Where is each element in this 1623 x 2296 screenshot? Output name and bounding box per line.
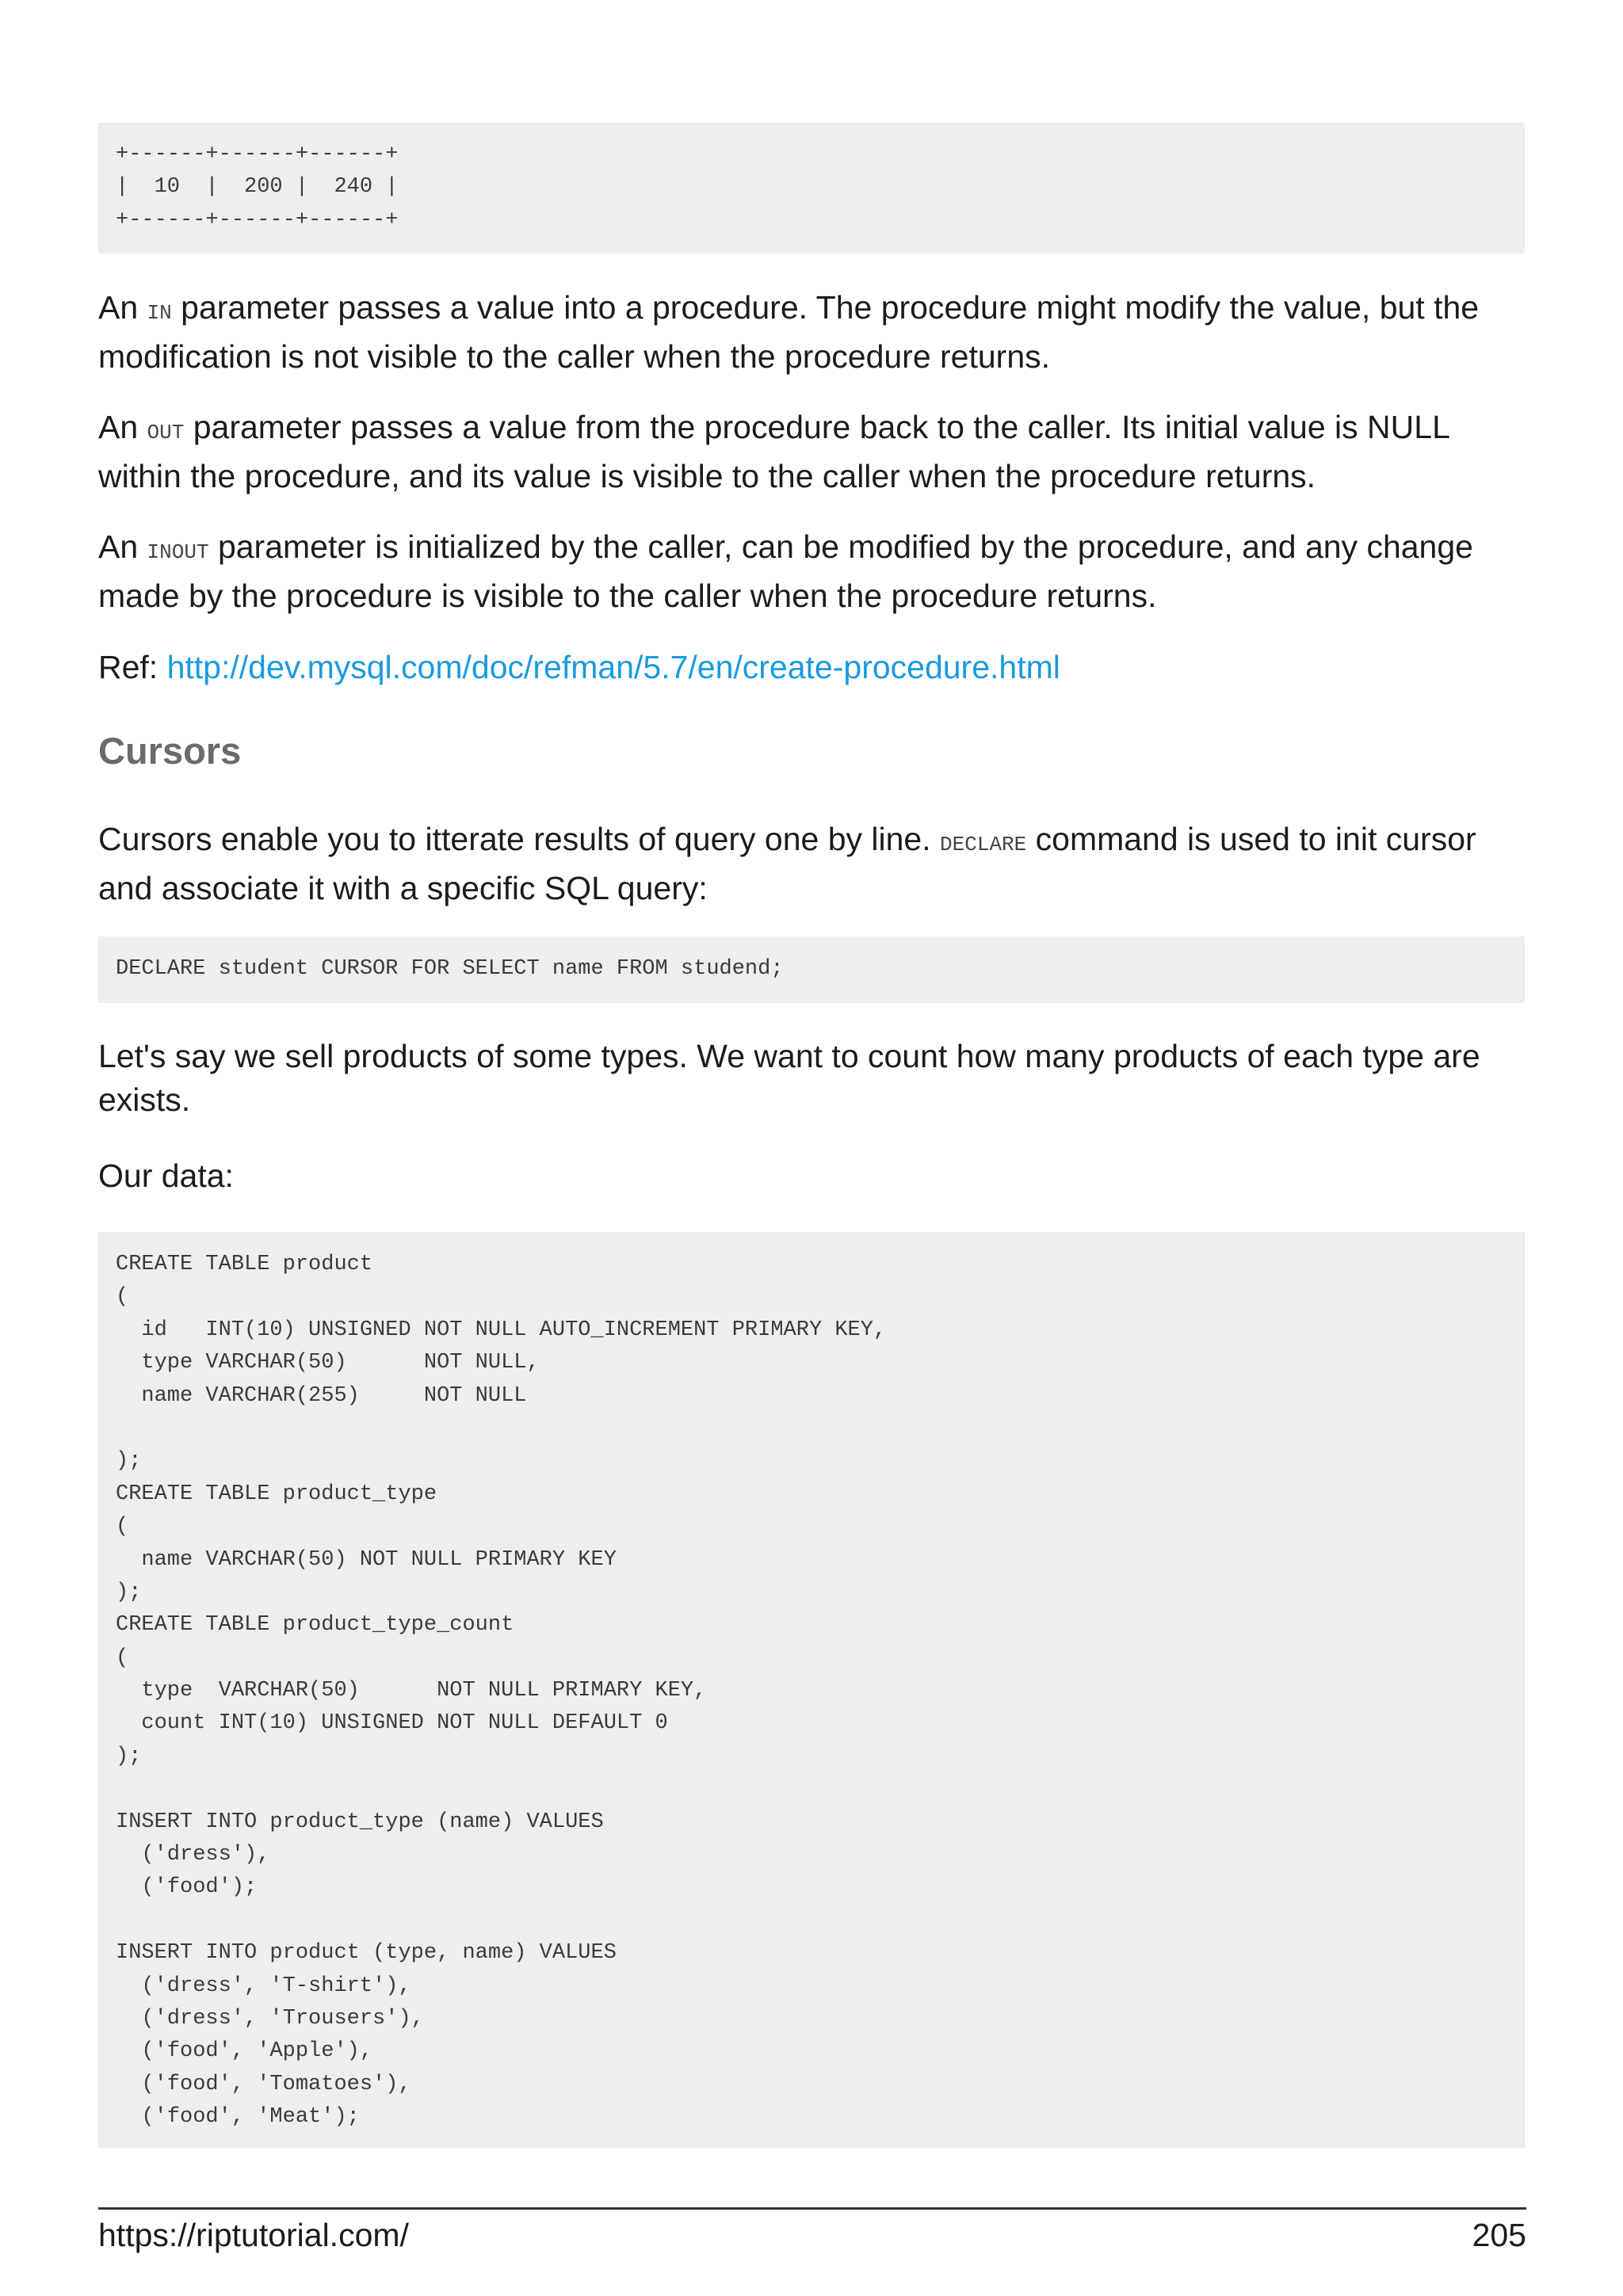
schema-code-block	[98, 1232, 1525, 2148]
code-line: ('dress', 'T-shirt'),	[116, 1974, 411, 1998]
sell-products-paragraph	[98, 1035, 1533, 1122]
inline-code-declare: DECLARE	[940, 833, 1027, 856]
code-line: ('food', 'Apple'),	[116, 2039, 373, 2064]
in-parameter-paragraph	[98, 286, 1533, 379]
code-line: (	[116, 1515, 129, 1539]
code-line: ('food', 'Meat');	[116, 2105, 360, 2130]
result-table-code-block	[98, 123, 1525, 254]
reference-label: Ref:	[98, 649, 167, 685]
code-line	[116, 1413, 1507, 1445]
reference-line	[98, 646, 1533, 689]
inline-code-in: IN	[147, 301, 172, 325]
code-line: | 10 | 200 | 240 |	[116, 175, 399, 200]
code-line: +------+------+------+	[116, 143, 399, 166]
cursors-intro-paragraph	[98, 818, 1533, 910]
code-line: INSERT INTO product_type (name) VALUES	[116, 1810, 604, 1834]
code-line: +------+------+------+	[116, 208, 399, 232]
footer-divider	[98, 2207, 1526, 2210]
code-line: ('food');	[116, 1875, 258, 1900]
code-line: id INT(10) UNSIGNED NOT NULL AUTO_INCREMENT PRIMARY KEY,	[116, 1318, 887, 1342]
code-line: (	[116, 1285, 129, 1310]
code-line: );	[116, 1744, 142, 1768]
code-line: CREATE TABLE product_type	[116, 1482, 437, 1506]
reference-link[interactable]: http://dev.mysql.com/doc/refman/5.7/en/create-procedure.html	[166, 649, 1060, 685]
code-line: );	[116, 1449, 142, 1474]
code-line: CREATE TABLE product_type_count	[116, 1613, 514, 1638]
paragraph-text-line2: within the procedure, and its value is visible to the caller when the procedure returns.	[98, 458, 1316, 494]
code-line	[116, 1773, 1507, 1806]
paragraph-prefix: An	[98, 409, 147, 445]
paragraph-text-line2: exists.	[98, 1081, 191, 1118]
code-line: name VARCHAR(50) NOT NULL PRIMARY KEY	[116, 1547, 617, 1572]
code-line: );	[116, 1580, 142, 1604]
paragraph-text: parameter passes a value from the procedure back to the caller. Its initial value is NULL	[184, 409, 1450, 445]
inline-code-out: OUT	[147, 421, 185, 444]
code-line: type VARCHAR(50) NOT NULL PRIMARY KEY,	[116, 1679, 707, 1703]
code-line: ('dress'),	[116, 1843, 270, 1867]
paragraph-prefix: An	[98, 289, 147, 326]
out-parameter-paragraph	[98, 406, 1533, 498]
code-line: type VARCHAR(50) NOT NULL,	[116, 1351, 540, 1375]
section-heading-cursors: Cursors	[98, 730, 242, 772]
paragraph-text: parameter is initialized by the caller, can be modified by the procedure, and any change	[208, 528, 1473, 565]
paragraph-text-line2: made by the procedure is visible to the caller when the procedure returns.	[98, 578, 1157, 614]
code-line: ('dress', 'Trousers'),	[116, 2006, 424, 2031]
code-line: count INT(10) UNSIGNED NOT NULL DEFAULT 0	[116, 1711, 668, 1736]
code-line: ('food', 'Tomatoes'),	[116, 2072, 411, 2096]
paragraph-text: Let's say we sell products of some types. We want to count how many products of each type are	[98, 1038, 1480, 1074]
paragraph-text-line2: and associate it with a specific SQL query:	[98, 870, 708, 906]
declare-cursor-code-block	[98, 936, 1525, 1003]
code-line: DECLARE student CURSOR FOR SELECT name FROM studend;	[116, 957, 784, 981]
paragraph-prefix: An	[98, 528, 147, 565]
paragraph-text-line2: modification is not visible to the caller when the procedure returns.	[98, 338, 1051, 375]
code-line: name VARCHAR(255) NOT NULL	[116, 1383, 527, 1408]
code-line: INSERT INTO product (type, name) VALUES	[116, 1941, 617, 1966]
code-line: (	[116, 1646, 129, 1670]
our-data-label: Our data:	[98, 1158, 234, 1194]
paragraph-text: parameter passes a value into a procedure. The procedure might modify the value, but the	[171, 289, 1480, 326]
code-line	[116, 1905, 1507, 1937]
paragraph-text: command is used to init cursor	[1026, 821, 1476, 857]
page-number: 205	[1472, 2217, 1526, 2253]
inout-parameter-paragraph	[98, 525, 1533, 618]
footer-url: https://riptutorial.com/	[98, 2217, 409, 2253]
inline-code-inout: INOUT	[147, 540, 209, 564]
paragraph-text: Cursors enable you to itterate results of query one by line.	[98, 821, 941, 857]
code-line: CREATE TABLE product	[116, 1253, 373, 1276]
